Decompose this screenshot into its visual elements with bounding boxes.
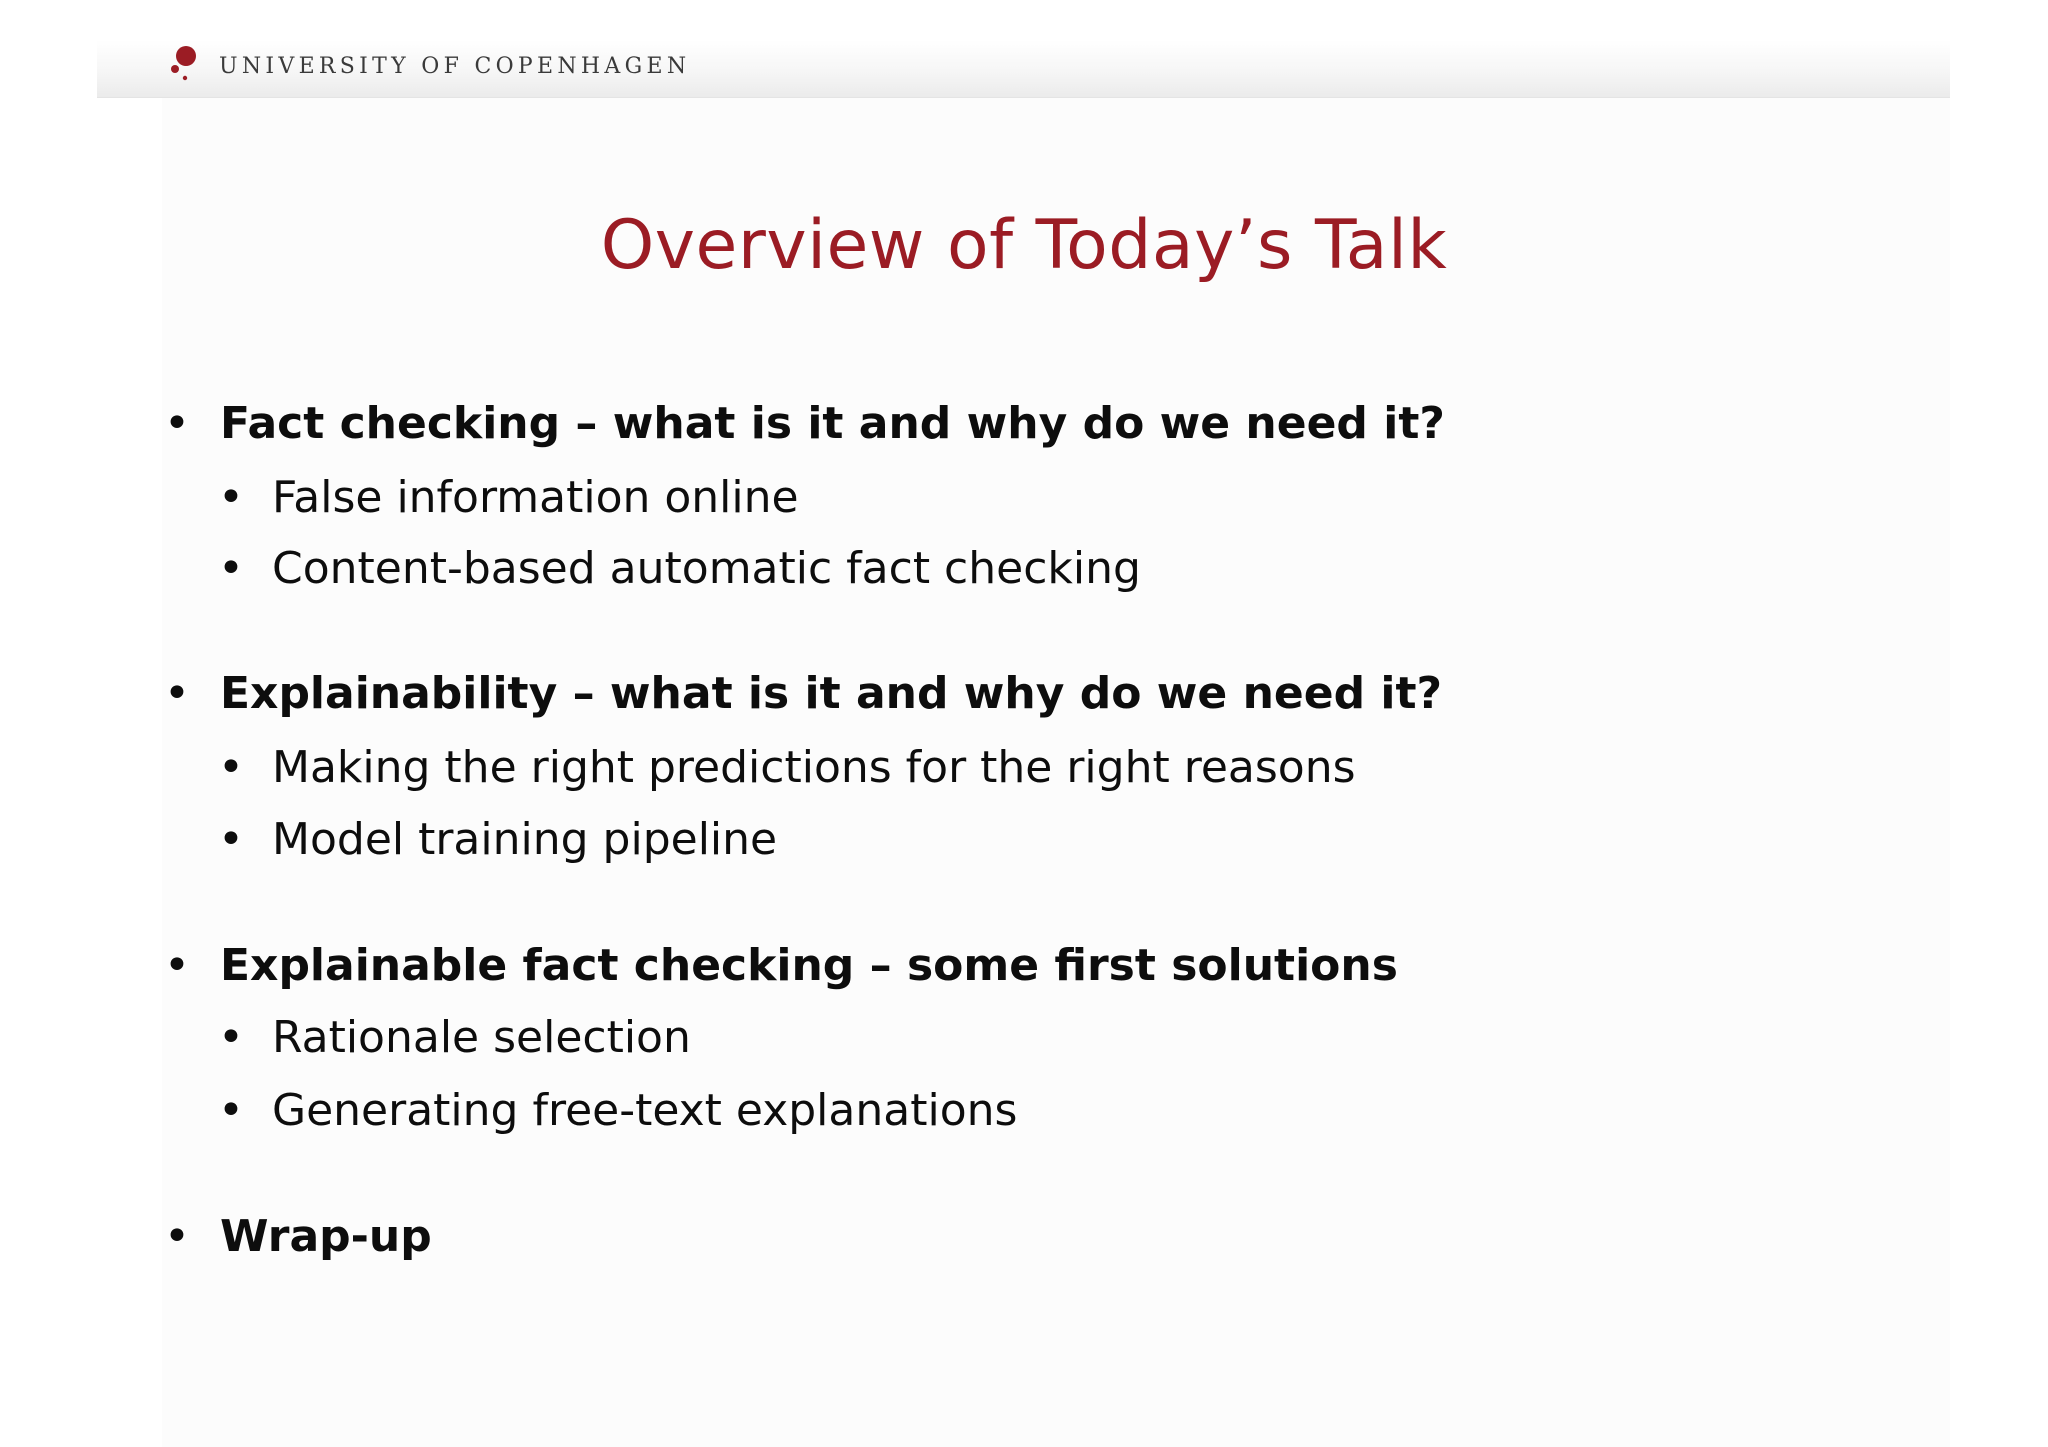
bullet-icon: • bbox=[164, 668, 190, 719]
bullet-fact-checking bbox=[164, 398, 1445, 449]
bullet-icon: • bbox=[218, 1085, 244, 1136]
bullet-icon: • bbox=[218, 814, 244, 865]
sub-bullet-text: Making the right predictions for the right reasons bbox=[272, 742, 1356, 793]
sub-bullet-text: Rationale selection bbox=[272, 1012, 691, 1063]
bullet-icon: • bbox=[218, 543, 244, 594]
sub-bullet-right-predictions bbox=[218, 742, 1356, 793]
sub-bullet-content-based bbox=[218, 543, 1141, 594]
bullet-explainable-fact-checking bbox=[164, 940, 1398, 991]
sub-bullet-rationale-selection bbox=[218, 1012, 691, 1063]
bullet-heading: Explainable fact checking – some first solutions bbox=[220, 940, 1398, 991]
bullet-heading: Wrap-up bbox=[220, 1211, 432, 1262]
university-name: UNIVERSITY OF COPENHAGEN bbox=[219, 54, 691, 79]
sub-bullet-text: Generating free-text explanations bbox=[272, 1085, 1018, 1136]
sub-bullet-text: False information online bbox=[272, 472, 799, 523]
bullet-icon: • bbox=[218, 472, 244, 523]
sub-bullet-model-training bbox=[218, 814, 778, 865]
slide-title: Overview of Today’s Talk bbox=[600, 206, 1448, 285]
sub-bullet-false-information bbox=[218, 472, 799, 523]
bullet-wrap-up bbox=[164, 1211, 432, 1262]
bullet-heading: Fact checking – what is it and why do we need it? bbox=[220, 398, 1445, 449]
bullet-explainability bbox=[164, 668, 1443, 719]
bullet-icon: • bbox=[164, 940, 190, 991]
sub-bullet-text: Model training pipeline bbox=[272, 814, 778, 865]
bullet-heading: Explainability – what is it and why do we need it? bbox=[220, 668, 1443, 719]
bullet-icon: • bbox=[218, 1012, 244, 1063]
bullet-icon: • bbox=[164, 398, 190, 449]
bullet-icon: • bbox=[164, 1211, 190, 1262]
sub-bullet-free-text-explanations bbox=[218, 1085, 1018, 1136]
sub-bullet-text: Content-based automatic fact checking bbox=[272, 543, 1141, 594]
university-logo-icon bbox=[168, 44, 202, 84]
bullet-icon: • bbox=[218, 742, 244, 793]
